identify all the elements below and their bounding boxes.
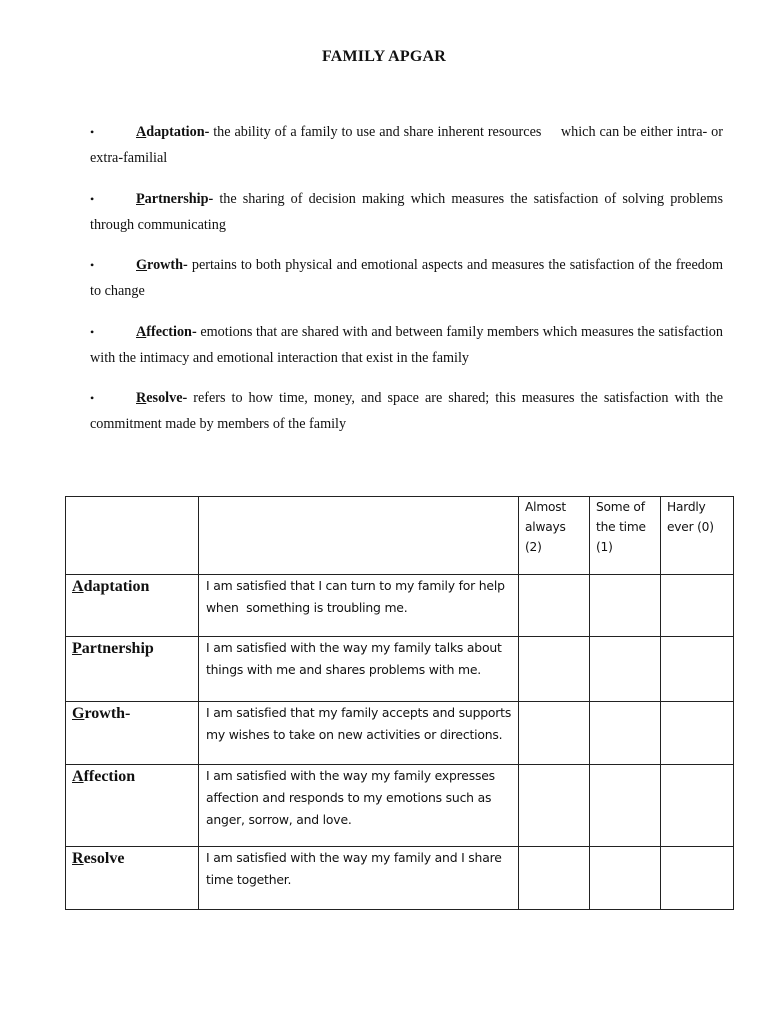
bullet-icon: •: [90, 324, 95, 339]
domain-rest: artnership: [81, 640, 154, 658]
domain-cell: [66, 702, 199, 764]
statement-cell: [199, 764, 519, 846]
answer-cell-some-of-the-time[interactable]: [590, 764, 661, 846]
definition-text: pertains to both physical and emotional aspects and measures the satisfaction of the freedom to change: [90, 257, 723, 299]
response-header-cell: [661, 497, 734, 575]
term-initial: A: [136, 124, 147, 140]
definition-item: [90, 385, 723, 437]
answer-cell-almost-always[interactable]: [519, 637, 590, 702]
response-header-cell: [590, 497, 661, 575]
domain-initial: A: [72, 767, 84, 785]
statement-cell: [199, 846, 519, 909]
domain-label: [66, 702, 198, 723]
answer-cell-hardly-ever[interactable]: [661, 846, 734, 909]
statement-text: I am satisfied with the way my family expresses affection and responds to my emotions such as anger, sorrow, and love.: [206, 767, 495, 827]
domain-initial: A: [72, 578, 84, 596]
term-suffix: -: [183, 257, 188, 273]
term-rest: ffection: [146, 323, 192, 340]
answer-cell-hardly-ever[interactable]: [661, 702, 734, 764]
domain-cell: [66, 575, 199, 637]
term-initial: G: [136, 257, 148, 273]
domain-initial: R: [72, 849, 84, 867]
domain-cell: [66, 764, 199, 846]
answer-cell-hardly-ever[interactable]: [661, 575, 734, 637]
empty-header-cell: [199, 497, 519, 575]
domain-rest: esolve: [83, 849, 125, 867]
answer-cell-almost-always[interactable]: [519, 846, 590, 909]
term-initial: A: [136, 323, 147, 340]
domain-initial: P: [72, 640, 82, 658]
statement-text: I am satisfied with the way my family and I share time together.: [206, 849, 502, 887]
domain-label: [66, 637, 198, 658]
definition-text: emotions that are shared with and between family members which measures the satisfaction with the intimacy and emotional interaction that exist in the family: [90, 323, 723, 366]
definition-term: [136, 257, 188, 273]
term-suffix: -: [208, 190, 214, 207]
table-row: [66, 637, 734, 702]
bullet-icon: •: [90, 258, 95, 272]
definition-term: [136, 124, 209, 140]
answer-cell-almost-always[interactable]: [519, 702, 590, 764]
statement-cell: [199, 637, 519, 702]
table-row: [66, 764, 734, 846]
domain-rest: ffection: [83, 767, 136, 785]
answer-cell-some-of-the-time[interactable]: [590, 637, 661, 702]
statement-text: I am satisfied that my family accepts and supports my wishes to take on new activities or directions.: [206, 705, 512, 743]
definition-text: the sharing of decision making which measures the satisfaction of solving problems through communicating: [90, 190, 723, 233]
term-initial: P: [136, 190, 145, 207]
empty-header-cell: [66, 497, 199, 575]
term-rest: rowth: [147, 257, 184, 273]
definition-text: refers to how time, money, and space are shared; this measures the satisfaction with the commitment made by members of the family: [90, 390, 723, 432]
domain-initial: G: [72, 705, 85, 723]
bullet-icon: •: [90, 191, 95, 206]
definition-item: [90, 319, 723, 371]
statement-cell: [199, 702, 519, 764]
term-suffix: -: [191, 323, 197, 340]
answer-cell-hardly-ever[interactable]: [661, 764, 734, 846]
term-rest: daptation: [146, 124, 205, 140]
statement-cell: [199, 575, 519, 637]
domain-rest: rowth-: [84, 705, 131, 723]
statement-text: I am satisfied that I can turn to my family for help when something is troubling me.: [206, 578, 505, 616]
statement-text: I am satisfied with the way my family talks about things with me and shares problems with me.: [206, 640, 502, 678]
definition-item: [90, 252, 723, 304]
table-header-row: [66, 497, 734, 575]
bullet-icon: •: [90, 391, 95, 405]
apgar-table: [65, 496, 734, 910]
term-suffix: -: [204, 124, 210, 140]
domain-cell: [66, 637, 199, 702]
response-header-some-of-the-time: Some of the time (1): [596, 500, 646, 554]
table-row: [66, 575, 734, 637]
definitions-list: [90, 119, 723, 452]
answer-cell-some-of-the-time[interactable]: [590, 846, 661, 909]
definition-item: [90, 186, 723, 238]
page-title: FAMILY APGAR: [321, 48, 447, 65]
bullet-icon: •: [90, 125, 95, 139]
definition-term: [136, 191, 213, 207]
response-header-cell: [519, 497, 590, 575]
term-initial: R: [136, 390, 147, 406]
term-rest: esolve: [146, 390, 183, 406]
domain-label: [66, 575, 198, 596]
answer-cell-some-of-the-time[interactable]: [590, 702, 661, 764]
domain-rest: daptation: [83, 578, 150, 596]
domain-label: [66, 847, 198, 868]
response-header-hardly-ever: Hardly ever (0): [667, 500, 714, 534]
term-suffix: -: [182, 390, 188, 406]
answer-cell-some-of-the-time[interactable]: [590, 575, 661, 637]
answer-cell-hardly-ever[interactable]: [661, 637, 734, 702]
term-rest: artnership: [144, 190, 209, 207]
definition-term: [136, 390, 187, 406]
answer-cell-almost-always[interactable]: [519, 764, 590, 846]
definition-item: [90, 119, 723, 171]
answer-cell-almost-always[interactable]: [519, 575, 590, 637]
definition-text: the ability of a family to use and share inherent resources which can be either intra- or extra-familial: [90, 124, 723, 166]
domain-cell: [66, 846, 199, 909]
definition-term: [136, 324, 197, 340]
response-header-almost-always: Almost always (2): [525, 500, 566, 554]
table-row: [66, 846, 734, 909]
domain-label: [66, 765, 198, 786]
table-row: [66, 702, 734, 764]
